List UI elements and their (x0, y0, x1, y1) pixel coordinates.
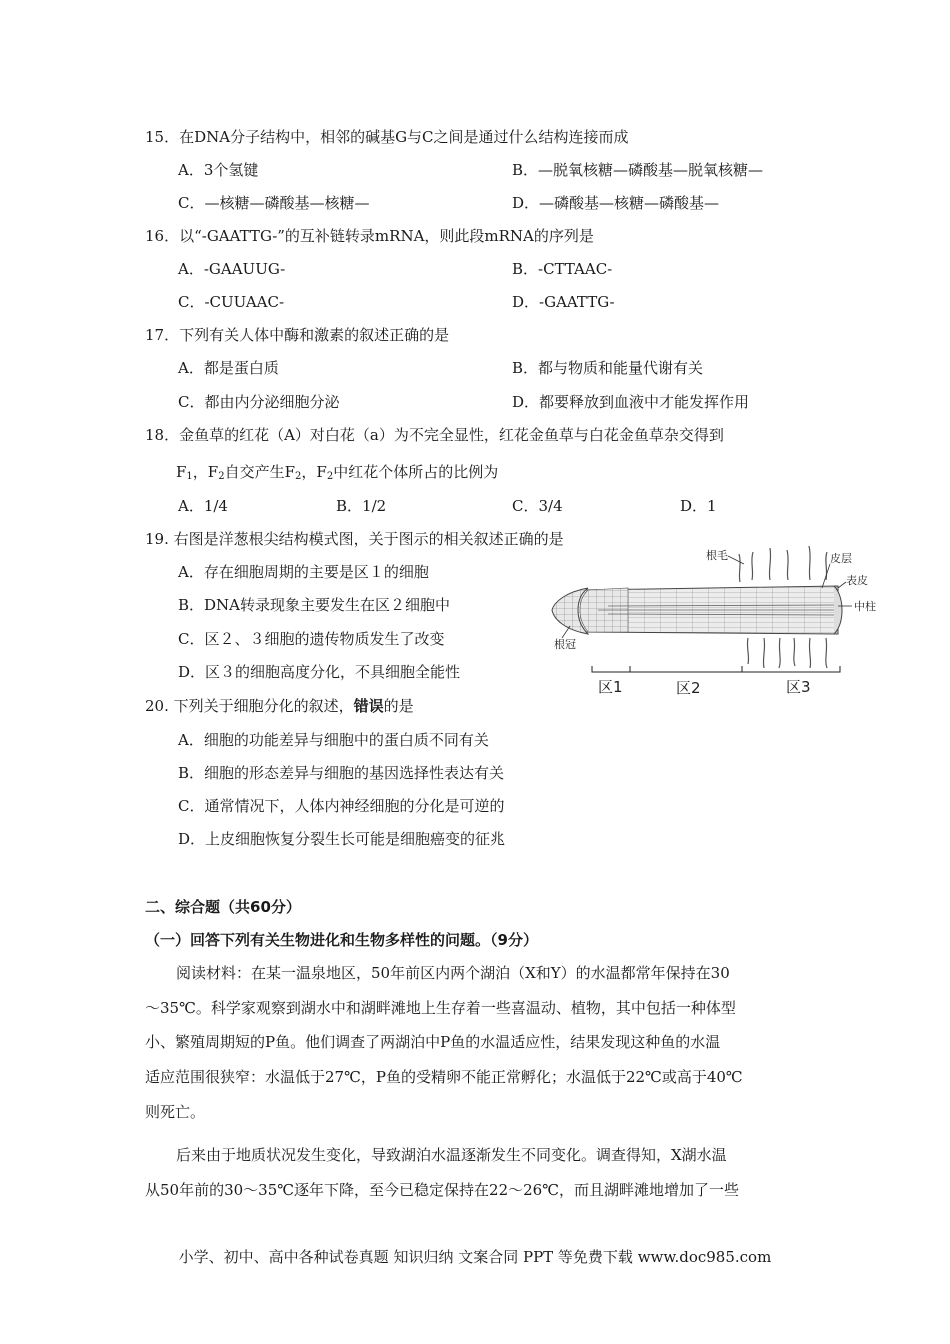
q18-option-b: B．1/2 (336, 497, 387, 515)
label-root-hair: 根毛 (706, 549, 728, 562)
q18-stem: 18．金鱼草的红花（A）对白花（a）为不完全显性，红花金鱼草与白花金鱼草杂交得到 (145, 426, 724, 444)
section-2-title: 二、综合题（共60分） (145, 898, 301, 916)
label-zone-1: 区1 (598, 678, 623, 696)
q15-option-c: C．—核糖—磷酸基—核糖— (178, 194, 370, 212)
para2-line1: 后来由于地质状况发生变化，导致湖泊水温逐渐发生不同变化。调查得知，X湖水温 (176, 1146, 727, 1164)
q18-option-d: D．1 (680, 497, 717, 515)
q16-stem: 16．以“-GAATTG-”的互补链转录mRNA，则此段mRNA的序列是 (145, 227, 594, 245)
para1-line3: 小、繁殖周期短的P鱼。他们调查了两湖泊中P鱼的水温适应性，结果发现这种鱼的水温 (145, 1033, 721, 1051)
q20-stem: 20. 下列关于细胞分化的叙述，错误的是 (145, 697, 414, 715)
label-zone-3: 区3 (786, 678, 811, 696)
q20-option-d: D．上皮细胞恢复分裂生长可能是细胞癌变的征兆 (178, 830, 506, 848)
root-hairs-bottom (747, 638, 827, 668)
label-epidermis: 表皮 (846, 574, 868, 587)
q16-option-c: C．-CUUAAC- (178, 293, 285, 311)
onion-root-tip-diagram (548, 542, 888, 702)
label-cortex: 皮层 (830, 552, 852, 565)
para1-line4: 适应范围很狭窄：水温低于27℃，P鱼的受精卵不能正常孵化；水温低于22℃或高于40℃ (145, 1068, 743, 1086)
q18-option-a: A．1/4 (178, 497, 228, 515)
q20-option-a: A．细胞的功能差异与细胞中的蛋白质不同有关 (178, 731, 489, 749)
q15-stem: 15．在DNA分子结构中，相邻的碱基G与C之间是通过什么结构连接而成 (145, 128, 629, 146)
q19-option-a: A．存在细胞周期的主要是区１的细胞 (178, 563, 429, 581)
q16-option-d: D．-GAATTG- (512, 293, 615, 311)
label-zone-2: 区2 (676, 679, 701, 697)
q19-stem: 19. 右图是洋葱根尖结构模式图，关于图示的相关叙述正确的是 (145, 530, 564, 548)
q19-option-d: D．区３的细胞高度分化，不具细胞全能性 (178, 663, 461, 681)
root-hairs-top (739, 546, 827, 582)
zone-braces (592, 666, 840, 672)
q16-option-a: A．-GAAUUG- (178, 260, 286, 278)
page-footer: 小学、初中、高中各种试卷真题 知识归纳 文案合同 PPT 等免费下载 www.doc985.com (178, 1248, 772, 1266)
q18-option-c: C．3/4 (512, 497, 563, 515)
para1-line1: 阅读材料：在某一温泉地区，50年前区内两个湖泊（X和Y）的水温都常年保持在30 (176, 964, 730, 982)
q15-option-a: A．3个氢键 (178, 161, 259, 179)
label-root-cap: 根冠 (554, 638, 576, 651)
q17-option-d: D．都要释放到血液中才能发挥作用 (512, 393, 750, 411)
subsection-1-title: （一）回答下列有关生物进化和生物多样性的问题。（9分） (145, 931, 538, 949)
label-stele: 中柱 (854, 600, 876, 613)
para1-line5: 则死亡。 (145, 1103, 206, 1121)
q17-option-a: A．都是蛋白质 (178, 359, 279, 377)
root-cut-end (834, 586, 842, 634)
q20-option-c: C．通常情况下，人体内神经细胞的分化是可逆的 (178, 797, 505, 815)
q19-option-b: B．DNA转录现象主要发生在区２细胞中 (178, 596, 451, 614)
q15-option-b: B．—脱氧核糖—磷酸基—脱氧核糖— (512, 161, 764, 179)
q18-stem-line2: $F_1$，$F_2$自交产生$F_2$，$F_2$中红花个体所占的比例为 (176, 463, 499, 482)
q17-option-b: B．都与物质和能量代谢有关 (512, 359, 704, 377)
para1-line2: ～35℃。科学家观察到湖水中和湖畔滩地上生存着一些喜温动、植物，其中包括一种体型 (145, 999, 736, 1017)
q19-option-c: C．区２、３细胞的遗传物质发生了改变 (178, 630, 445, 648)
q20-option-b: B．细胞的形态差异与细胞的基因选择性表达有关 (178, 764, 505, 782)
para2-line2: 从50年前的30～35℃逐年下降，至今已稳定保持在22～26℃，而且湖畔滩地增加了一些 (145, 1181, 739, 1199)
q15-option-d: D．—磷酸基—核糖—磷酸基— (512, 194, 720, 212)
q16-option-b: B．-CTTAAC- (512, 260, 613, 278)
q17-stem: 17．下列有关人体中酶和激素的叙述正确的是 (145, 326, 450, 344)
q17-option-c: C．都由内分泌细胞分泌 (178, 393, 340, 411)
